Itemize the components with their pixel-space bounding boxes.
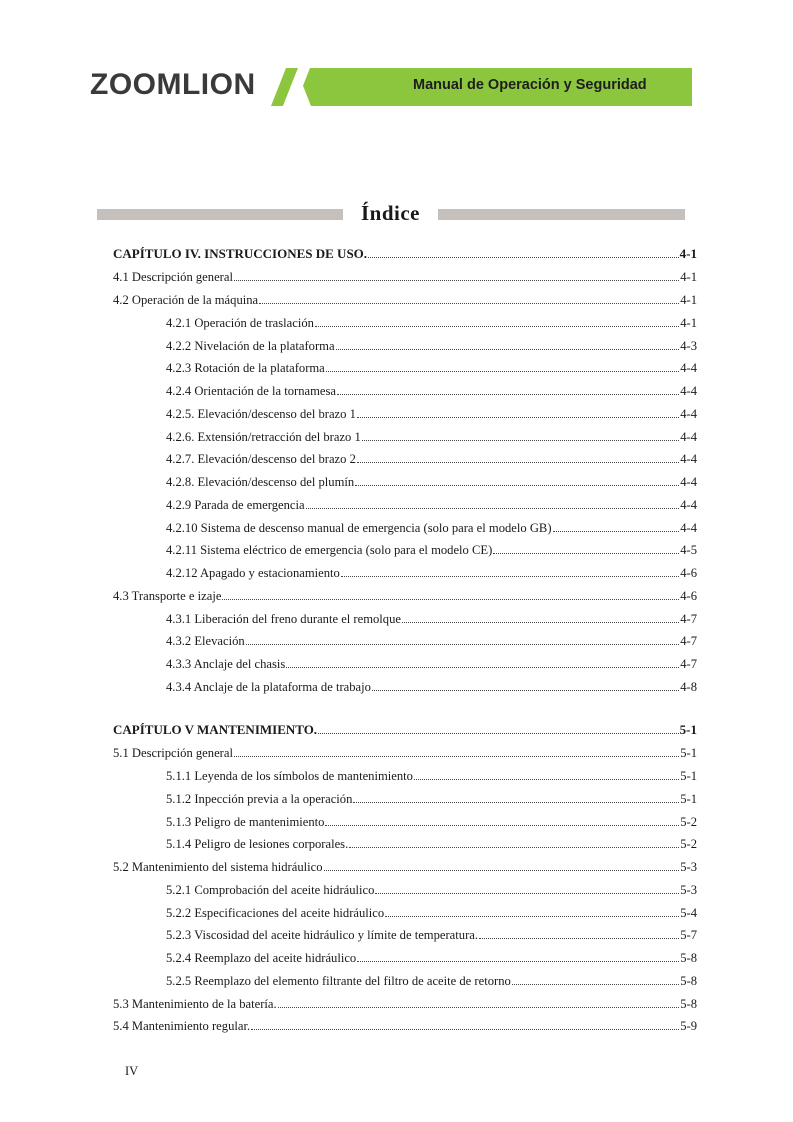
toc-page-number: 4-3 (680, 338, 697, 353)
toc-label: 4.3.4 Anclaje de la plataforma de trabajo (166, 679, 371, 694)
toc-label: CAPÍTULO IV. INSTRUCCIONES DE USO. (113, 246, 368, 261)
toc-page-number: 5-3 (680, 860, 697, 874)
dot-leader (234, 743, 679, 757)
toc-subsection[interactable] (166, 495, 697, 515)
toc-page-number: 4-8 (680, 679, 697, 694)
toc-label: 5.2.4 Reemplazo del aceite hidráulico (166, 951, 357, 965)
toc-label: 4.3.3 Anclaje del chasis (166, 657, 286, 671)
toc-label: 5.2.1 Comprobación del aceite hidráulico (166, 882, 375, 897)
toc-page-number: 4-7 (680, 657, 697, 671)
toc-page-number: 4-4 (680, 384, 697, 398)
toc-page-number: 4-1 (679, 246, 697, 261)
toc-page-number: 5-1 (680, 746, 697, 761)
dot-leader (325, 812, 679, 826)
toc-page-number: 5-8 (680, 996, 697, 1011)
toc-page-number: 5-1 (679, 722, 697, 737)
toc-page-number: 4-6 (680, 588, 697, 603)
dot-leader (357, 948, 679, 962)
dot-leader (512, 971, 679, 985)
toc-page-number: 4-4 (680, 406, 697, 421)
toc-page-number: 5-2 (680, 814, 697, 829)
toc-subsection[interactable] (166, 631, 697, 651)
toc-subsection[interactable] (166, 472, 697, 492)
toc-label: 4.3.1 Liberación del freno durante el remolque (166, 611, 401, 626)
toc-page-number: 4-7 (680, 634, 697, 649)
toc-label: 4.2.11 Sistema eléctrico de emergencia (solo para el modelo CE) (166, 543, 493, 558)
toc-page-number: 4-1 (680, 315, 697, 330)
toc-label: 5.1.1 Leyenda de los símbolos de mantenimiento (166, 769, 413, 783)
toc-label: 4.2.6. Extensión/retracción del brazo 1 (166, 429, 361, 444)
toc-subsection[interactable] (166, 766, 697, 786)
toc-label: 4.2.3 Rotación de la plataforma (166, 361, 325, 376)
toc-label: 4.2.9 Parada de emergencia (166, 497, 305, 512)
toc-subsection[interactable] (166, 358, 697, 378)
toc-page-number: 5-8 (680, 973, 697, 988)
toc-subsection[interactable] (166, 427, 697, 447)
toc-label: 5.2 Mantenimiento del sistema hidráulico (113, 860, 323, 874)
page-header (88, 66, 692, 106)
toc-section[interactable] (113, 1016, 697, 1036)
toc-label: 5.2.2 Especificaciones del aceite hidráulico (166, 905, 385, 920)
toc-page-number: 4-4 (680, 497, 697, 512)
toc-page-number: 5-9 (680, 1019, 697, 1034)
toc-page-number: 4-6 (680, 566, 697, 580)
toc-label: 4.2.12 Apagado y estacionamiento (166, 566, 340, 580)
dot-leader (357, 449, 679, 463)
toc-label: CAPÍTULO V MANTENIMIENTO. (113, 722, 318, 737)
toc-label: 5.1.3 Peligro de mantenimiento (166, 814, 325, 829)
dot-leader (326, 358, 679, 372)
toc-page-number: 5-7 (680, 928, 697, 943)
toc-section[interactable] (113, 586, 697, 606)
toc-page-number: 4-1 (680, 293, 697, 307)
toc-page-number: 4-4 (680, 520, 697, 535)
dot-leader (336, 336, 680, 350)
toc-section[interactable] (113, 267, 697, 287)
dot-leader (286, 654, 679, 668)
toc-section[interactable] (113, 857, 697, 877)
toc-section[interactable] (113, 743, 697, 763)
dot-leader (355, 472, 679, 486)
dot-leader (362, 427, 679, 441)
toc-subsection[interactable] (166, 654, 697, 674)
toc-label: 4.2.5. Elevación/descenso del brazo 1 (166, 406, 356, 421)
toc-chapter-heading[interactable] (113, 244, 697, 264)
dot-leader (315, 313, 679, 327)
dot-leader (353, 789, 679, 803)
toc-page-number: 4-4 (680, 361, 697, 376)
dot-leader (375, 880, 679, 894)
brand-logo: ZOOMLION (90, 68, 256, 101)
dot-leader (222, 586, 679, 600)
index-bar-left (97, 209, 343, 220)
toc-label: 4.2.4 Orientación de la tornamesa (166, 384, 336, 398)
dot-leader (246, 631, 680, 645)
toc-subsection[interactable] (166, 404, 697, 424)
dot-leader (341, 563, 679, 577)
toc-page-number: 5-8 (680, 951, 697, 965)
toc-subsection[interactable] (166, 449, 697, 469)
toc-subsection[interactable] (166, 812, 697, 832)
toc-label: 4.2.10 Sistema de descenso manual de emergencia (solo para el modelo GB) (166, 520, 552, 535)
toc-label: 4.2.7. Elevación/descenso del brazo 2 (166, 452, 356, 467)
manual-title: Manual de Operación y Seguridad (413, 77, 647, 93)
toc-page-number: 5-3 (680, 882, 697, 897)
toc-label: 4.2.2 Nivelación de la plataforma (166, 338, 335, 353)
toc-page-number: 5-4 (680, 905, 697, 920)
toc-label: 4.3.2 Elevación (166, 634, 245, 649)
toc-subsection[interactable] (166, 313, 697, 333)
toc-subsection[interactable] (166, 789, 697, 809)
dot-leader (306, 495, 680, 509)
toc-page-number: 5-1 (680, 791, 697, 806)
toc-section[interactable] (113, 994, 697, 1014)
index-title: Índice (360, 201, 420, 225)
toc-page-number: 5-1 (680, 769, 697, 783)
toc-label: 4.1 Descripción general (113, 270, 233, 285)
dot-leader (402, 609, 679, 623)
index-bar-right (438, 209, 685, 220)
toc-subsection[interactable] (166, 381, 697, 401)
dot-leader (493, 540, 679, 554)
dot-leader (324, 857, 680, 871)
toc-label: 4.2.1 Operación de traslación (166, 315, 314, 330)
toc-label: 5.2.5 Reemplazo del elemento filtrante del filtro de aceite de retorno (166, 973, 511, 988)
toc-section[interactable] (113, 290, 697, 310)
dot-leader (357, 404, 679, 418)
toc-label: 5.4 Mantenimiento regular. (113, 1019, 251, 1034)
toc-page-number: 4-4 (680, 452, 697, 467)
toc-subsection[interactable] (166, 563, 697, 583)
toc-subsection[interactable] (166, 903, 697, 923)
toc-label: 5.3 Mantenimiento de la batería. (113, 996, 277, 1011)
toc-page-number: 4-5 (680, 543, 697, 558)
dot-leader (234, 267, 679, 281)
toc-subsection[interactable] (166, 677, 697, 697)
toc-label: 4.3 Transporte e izaje (113, 588, 222, 603)
dot-leader (479, 925, 679, 939)
toc-label: 5.1.2 Inpección previa a la operación (166, 791, 353, 806)
toc-label: 5.1.4 Peligro de lesiones corporales. (166, 837, 349, 852)
dot-leader (553, 518, 680, 532)
toc-label: 4.2.8. Elevación/descenso del plumín (166, 475, 355, 489)
toc-subsection[interactable] (166, 925, 697, 945)
toc-chapter-heading[interactable] (113, 720, 697, 740)
dot-leader (278, 994, 680, 1008)
toc-page-number: 4-1 (680, 270, 697, 285)
dot-leader (385, 903, 679, 917)
dot-leader (368, 244, 679, 258)
toc-subsection[interactable] (166, 880, 697, 900)
dot-leader (337, 381, 679, 395)
toc-label: 5.1 Descripción general (113, 746, 233, 761)
toc-subsection[interactable] (166, 336, 697, 356)
toc-page-number: 4-4 (680, 429, 697, 444)
toc-page-number: 5-2 (680, 837, 697, 852)
toc-label: 5.2.3 Viscosidad del aceite hidráulico y límite de temperatura. (166, 928, 479, 943)
toc-page-number: 4-7 (680, 611, 697, 626)
dot-leader (349, 834, 679, 848)
toc-subsection[interactable] (166, 971, 697, 991)
dot-leader (414, 766, 679, 780)
toc-page-number: 4-4 (680, 475, 697, 489)
toc-subsection[interactable] (166, 609, 697, 629)
toc-label: 4.2 Operación de la máquina (113, 293, 259, 307)
dot-leader (251, 1016, 679, 1030)
toc-subsection[interactable] (166, 948, 697, 968)
toc-subsection[interactable] (166, 518, 697, 538)
toc-subsection[interactable] (166, 540, 697, 560)
page-number: IV (125, 1064, 139, 1078)
dot-leader (259, 290, 679, 304)
toc-subsection[interactable] (166, 834, 697, 854)
dot-leader (372, 677, 679, 691)
dot-leader (318, 720, 679, 734)
